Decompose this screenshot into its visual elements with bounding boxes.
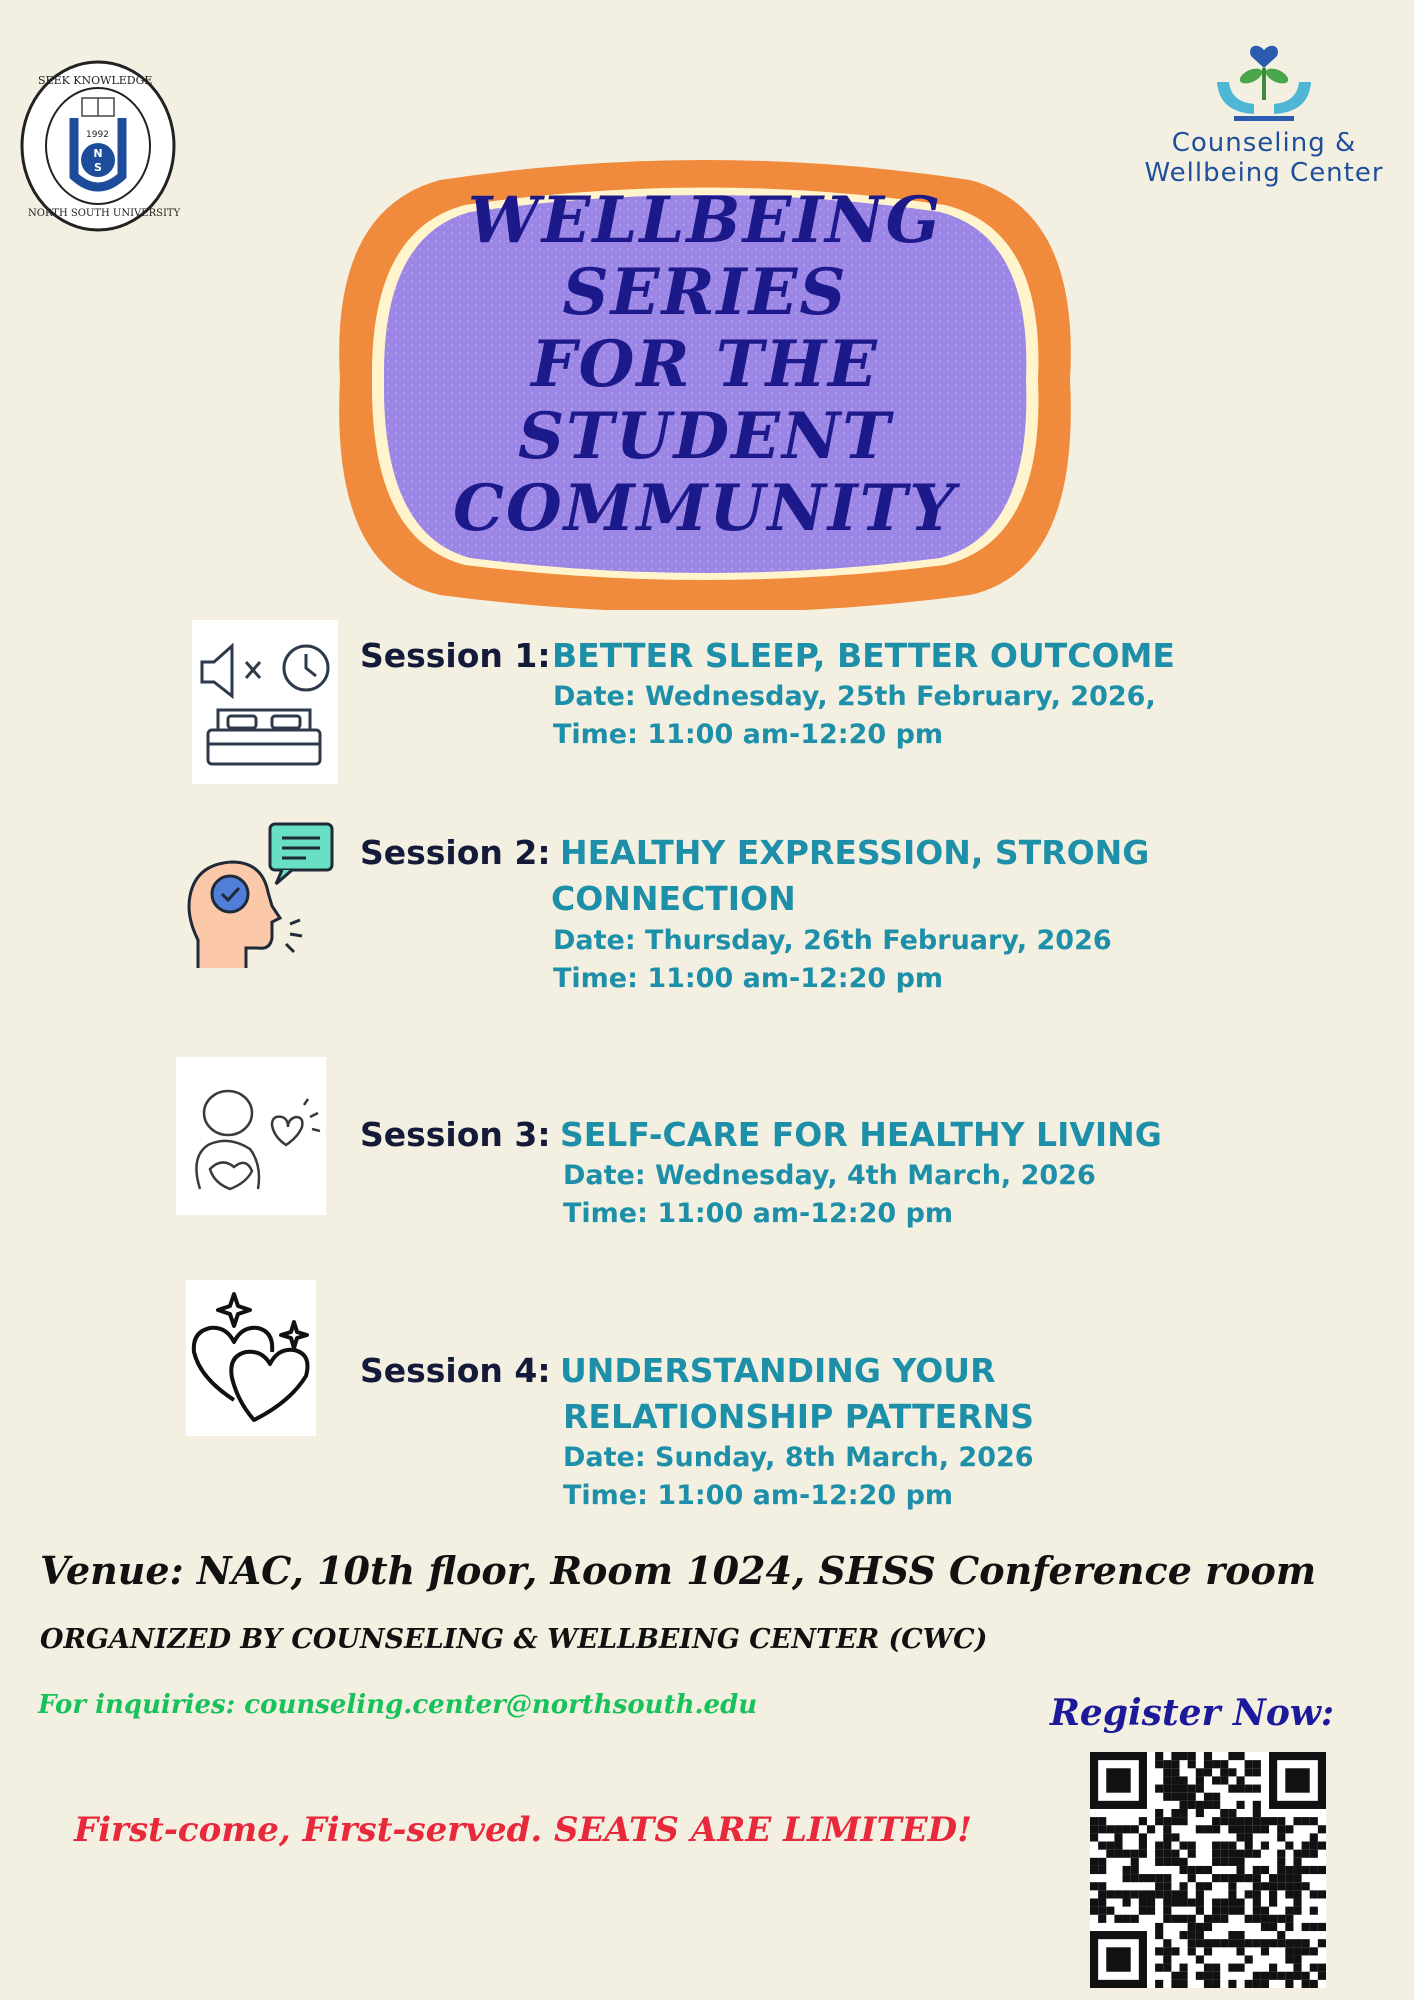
seats-limited-notice: First-come, First-served. SEATS ARE LIMITED!: [74, 1810, 973, 1850]
session-4-title-line-1: UNDERSTANDING YOUR: [560, 1351, 996, 1390]
self-care-icon: [176, 1057, 326, 1215]
svg-text:N: N: [93, 147, 103, 160]
title-line-4: STUDENT: [517, 399, 893, 474]
nsu-year: 1992: [86, 130, 109, 140]
session-3-time: Time: 11:00 am-12:20 pm: [563, 1198, 954, 1229]
session-2-time: Time: 11:00 am-12:20 pm: [553, 963, 944, 994]
session-1-label: Session 1:: [360, 636, 551, 675]
session-2-label: Session 2:: [360, 833, 551, 872]
session-4-title-line-2: RELATIONSHIP PATTERNS: [563, 1397, 1035, 1436]
session-4-label: Session 4:: [360, 1351, 551, 1390]
session-3-title: SELF-CARE FOR HEALTHY LIVING: [560, 1115, 1162, 1154]
inquiry-email[interactable]: For inquiries: counseling.center@northsouth.edu: [38, 1690, 758, 1720]
svg-text:S: S: [94, 161, 102, 174]
session-2-title-line-2: CONNECTION: [551, 879, 796, 918]
session-4-date: Date: Sunday, 8th March, 2026: [563, 1442, 1034, 1473]
nsu-logo: [18, 58, 181, 234]
cwc-logo: [1130, 42, 1398, 192]
register-now[interactable]: Register Now:: [1050, 1692, 1335, 1734]
session-1-time: Time: 11:00 am-12:20 pm: [553, 719, 944, 750]
registration-qr-code[interactable]: [1090, 1752, 1326, 1988]
session-3-date: Date: Wednesday, 4th March, 2026: [563, 1160, 1096, 1191]
session-1-title: BETTER SLEEP, BETTER OUTCOME: [552, 636, 1175, 675]
session-3-label: Session 3:: [360, 1115, 551, 1154]
speaking-head-icon: [186, 820, 336, 970]
title-line-2: SERIES: [562, 255, 848, 330]
organizer: ORGANIZED BY COUNSELING & WELLBEING CENTER (CWC): [40, 1624, 988, 1655]
cwc-name-line2: Wellbeing Center: [1144, 158, 1384, 188]
title-line-3: FOR THE: [531, 327, 879, 402]
cwc-name-line1: Counseling &: [1171, 128, 1357, 158]
session-2-title-line-1: HEALTHY EXPRESSION, STRONG: [560, 833, 1150, 872]
session-2-date: Date: Thursday, 26th February, 2026: [553, 925, 1112, 956]
venue: Venue: NAC, 10th floor, Room 1024, SHSS Conference room: [40, 1548, 1317, 1593]
main-title: [390, 185, 1020, 545]
title-line-5: COMMUNITY: [453, 471, 957, 546]
session-4-time: Time: 11:00 am-12:20 pm: [563, 1480, 954, 1511]
nsu-top-text: SEEK KNOWLEDGE: [38, 74, 153, 87]
sleep-icon: [192, 620, 338, 784]
title-line-1: WELLBEING: [467, 183, 943, 258]
session-1-date: Date: Wednesday, 25th February, 2026,: [553, 681, 1156, 712]
nsu-bottom-text: NORTH SOUTH UNIVERSITY: [28, 208, 181, 219]
hearts-icon: [186, 1280, 316, 1436]
hands-plant-icon: [1209, 42, 1319, 124]
